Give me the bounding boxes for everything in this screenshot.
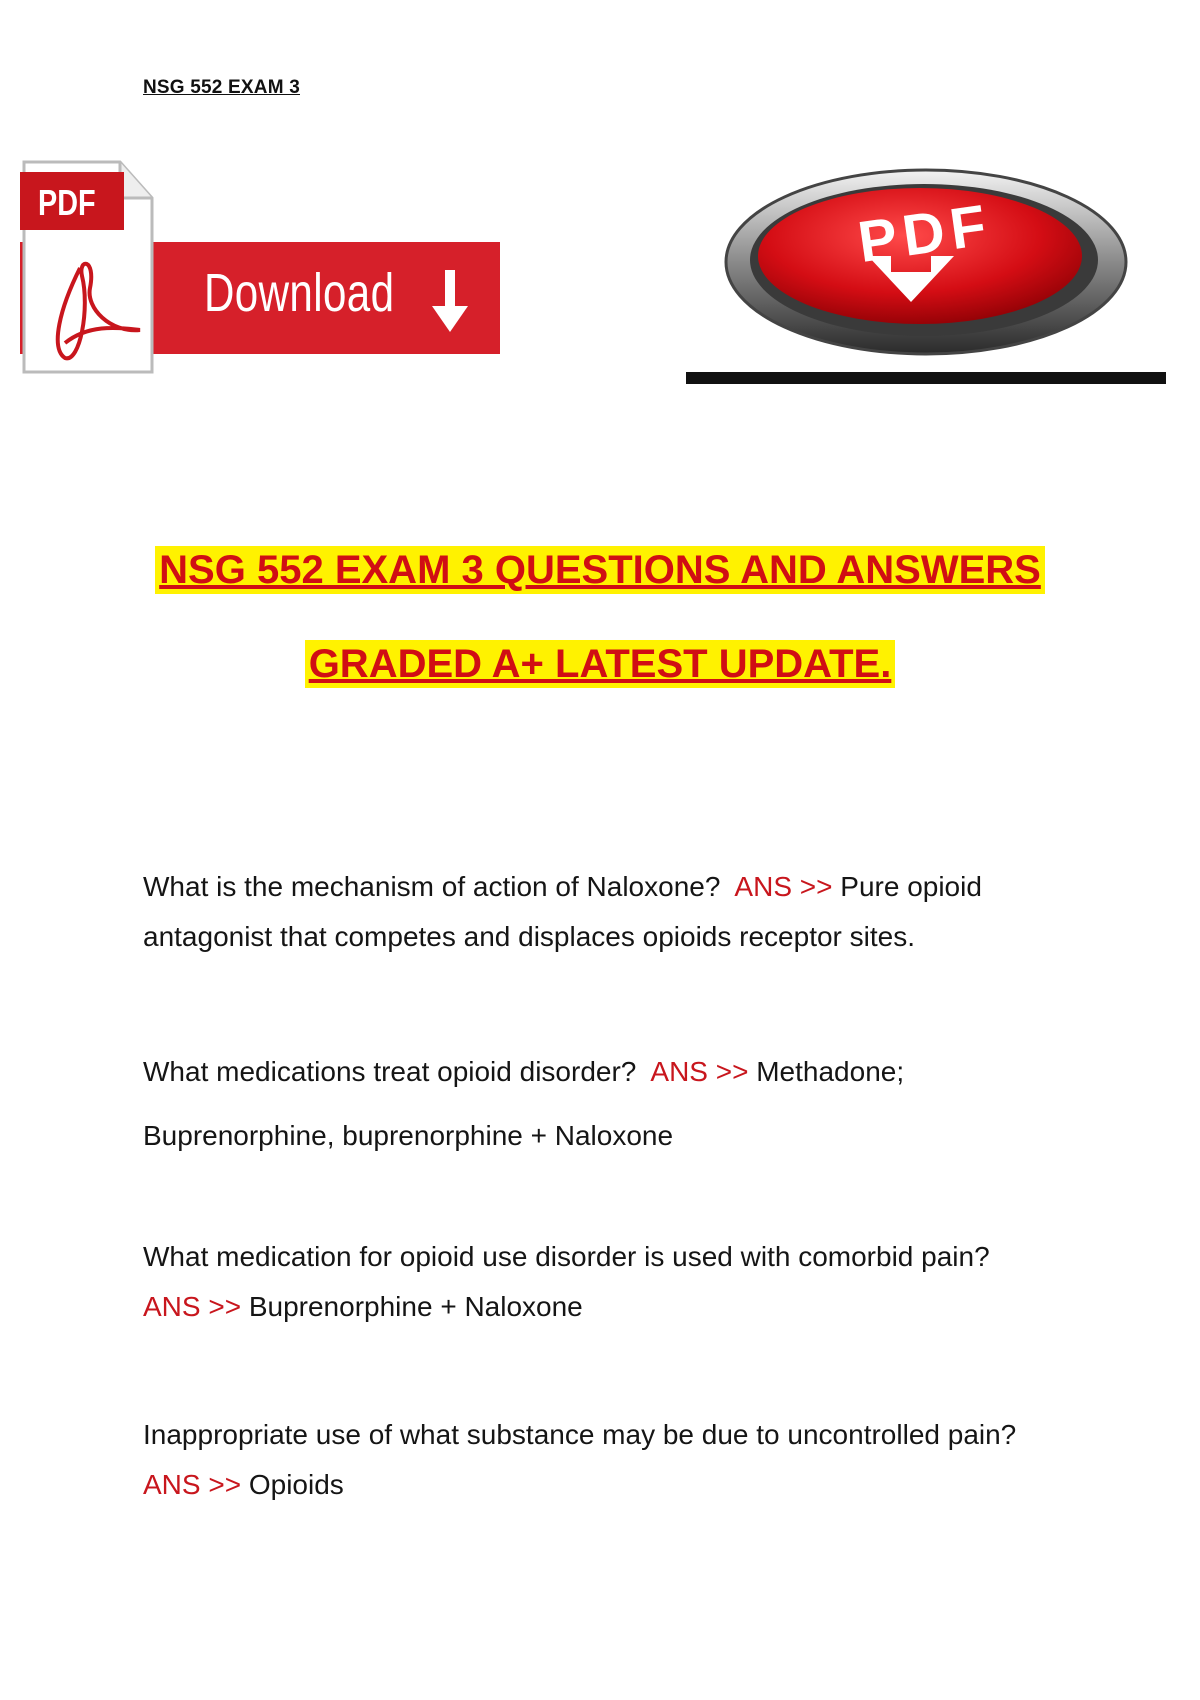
answer-text: Methadone; Buprenorphine, buprenorphine + Naloxone <box>143 1056 905 1151</box>
page-header-title: NSG 552 EXAM 3 <box>143 77 300 98</box>
qa-item <box>143 1410 1083 1510</box>
answer-marker: ANS >> <box>650 1056 749 1087</box>
question-text: What is the mechanism of action of Naloxone? <box>143 871 721 902</box>
answer-text: Opioids <box>248 1469 344 1500</box>
download-arrow-icon <box>430 270 470 334</box>
question-text: What medications treat opioid disorder? <box>143 1056 637 1087</box>
title-line-1-text: NSG 552 EXAM 3 QUESTIONS AND ANSWERS <box>155 546 1045 594</box>
question-text: Inappropriate use of what substance may be due to uncontrolled pain? <box>143 1419 1017 1450</box>
pdf-round-button[interactable] <box>686 160 1166 390</box>
title-line-2-text: GRADED A+ LATEST UPDATE. <box>305 640 896 688</box>
answer-marker: ANS >> <box>143 1291 242 1322</box>
pdf-round-label: PDF <box>854 191 996 276</box>
answer-marker: ANS >> <box>143 1469 242 1500</box>
qa-item <box>143 1040 1083 1168</box>
document-title-line-1 <box>0 548 1200 593</box>
document-title-line-2 <box>0 642 1200 687</box>
answer-text: Buprenorphine + Naloxone <box>248 1291 583 1322</box>
qa-item <box>143 1232 1083 1332</box>
pdf-round-button-icon <box>686 160 1166 390</box>
question-text: What medication for opioid use disorder is used with comorbid pain? <box>143 1241 990 1272</box>
answer-marker: ANS >> <box>734 871 833 902</box>
answer-text: Pure opioid antagonist that competes and displaces opioids receptor sites. <box>143 871 982 952</box>
pdf-download-banner[interactable] <box>20 158 500 378</box>
qa-item <box>143 862 1083 962</box>
pdf-badge-label: PDF <box>38 182 96 223</box>
download-label: Download <box>204 263 395 323</box>
